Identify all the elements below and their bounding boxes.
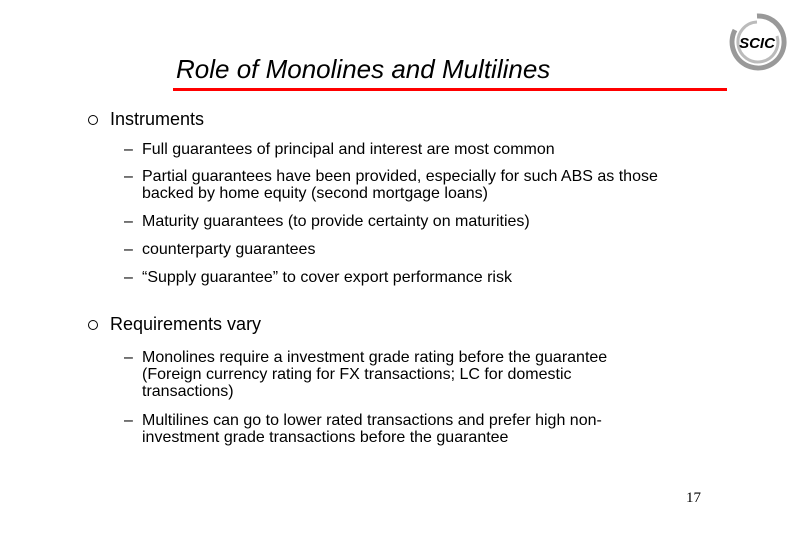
scic-logo — [727, 12, 787, 72]
bullet-circle-icon — [88, 320, 98, 330]
page-number: 17 — [686, 490, 701, 506]
bullet-circle-icon — [88, 115, 98, 125]
bullet-heading: Requirements vary — [110, 314, 262, 334]
logo-text: SCIC — [739, 35, 775, 52]
slide-title: Role of Monolines and Multilines — [176, 54, 551, 84]
title-underline — [173, 88, 727, 91]
bullet-heading: Instruments — [110, 109, 205, 129]
